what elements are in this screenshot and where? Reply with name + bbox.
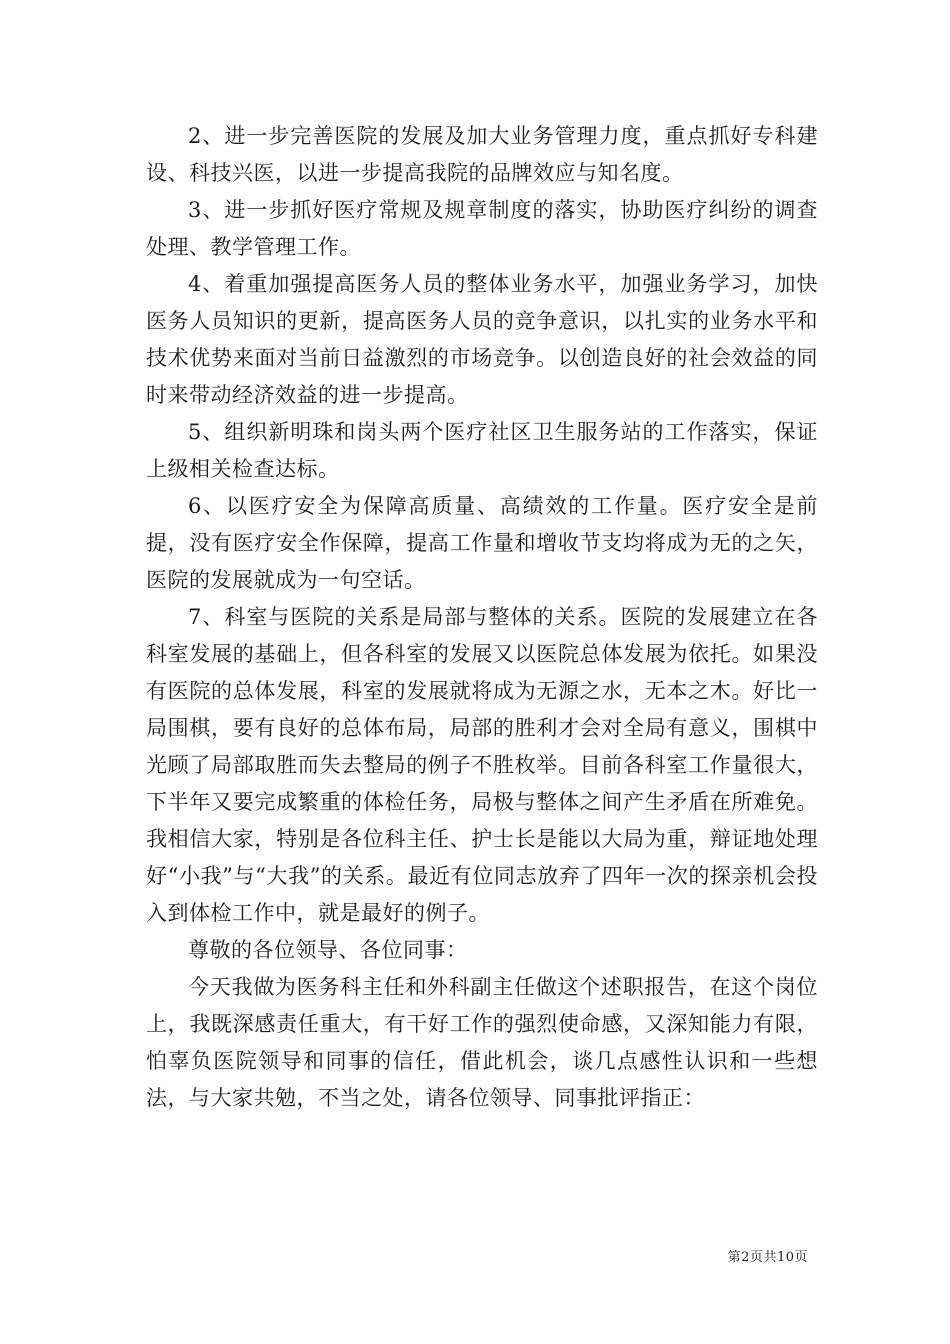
document-body xyxy=(146,118,818,1117)
paragraph-item-7: 7、科室与医院的关系是局部与整体的关系。医院的发展建立在各科室发展的基础上，但各科室的发展又以医院总体发展为依托。如果没有医院的总体发展，科室的发展就将成为无源之水，无本之木。好比一局围棋，要有良好的总体布局，局部的胜利才会对全局有意义，围棋中光顾了局部取胜而失去整局的例子不胜枚举。目前各科室工作量很大，下半年又要完成繁重的体检任务，局极与整体之间产生矛盾在所难免。我相信大家，特别是各位科主任、护士长是能以大局为重，辩证地处理好“小我”与“大我”的关系。最近有位同志放弃了四年一次的探亲机会投入到体检工作中，就是最好的例子。 xyxy=(146,605,818,925)
page-number-footer: 第2页共10页 xyxy=(727,1250,808,1265)
paragraph-item-6: 6、以医疗安全为保障高质量、高绩效的工作量。医疗安全是前提，没有医疗安全作保障，提高工作量和增收节支均将成为无的之矢，医院的发展就成为一句空话。 xyxy=(146,494,818,592)
paragraph-item-3: 3、进一步抓好医疗常规及规章制度的落实，协助医疗纠纷的调查处理、教学管理工作。 xyxy=(146,198,818,259)
report-intro-paragraph: 今天我做为医务科主任和外科副主任做这个述职报告，在这个岗位上，我既深感责任重大，有干好工作的强烈使命感，又深知能力有限，怕辜负医院领导和同事的信任，借此机会，谈几点感性认识和一些想法，与大家共勉，不当之处，请各位领导、同事批评指正： xyxy=(146,975,818,1110)
salutation: 尊敬的各位领导、各位同事： xyxy=(188,938,468,962)
paragraph-item-2: 2、进一步完善医院的发展及加大业务管理力度，重点抓好专科建设、科技兴医，以进一步提高我院的品牌效应与知名度。 xyxy=(146,124,818,185)
paragraph-item-5: 5、组织新明珠和岗头两个医疗社区卫生服务站的工作落实，保证上级相关检查达标。 xyxy=(146,420,818,481)
paragraph-item-4: 4、着重加强提高医务人员的整体业务水平，加强业务学习，加快医务人员知识的更新，提高医务人员的竞争意识，以扎实的业务水平和技术优势来面对当前日益激烈的市场竞争。以创造良好的社会效益的同时来带动经济效益的进一步提高。 xyxy=(146,272,818,407)
